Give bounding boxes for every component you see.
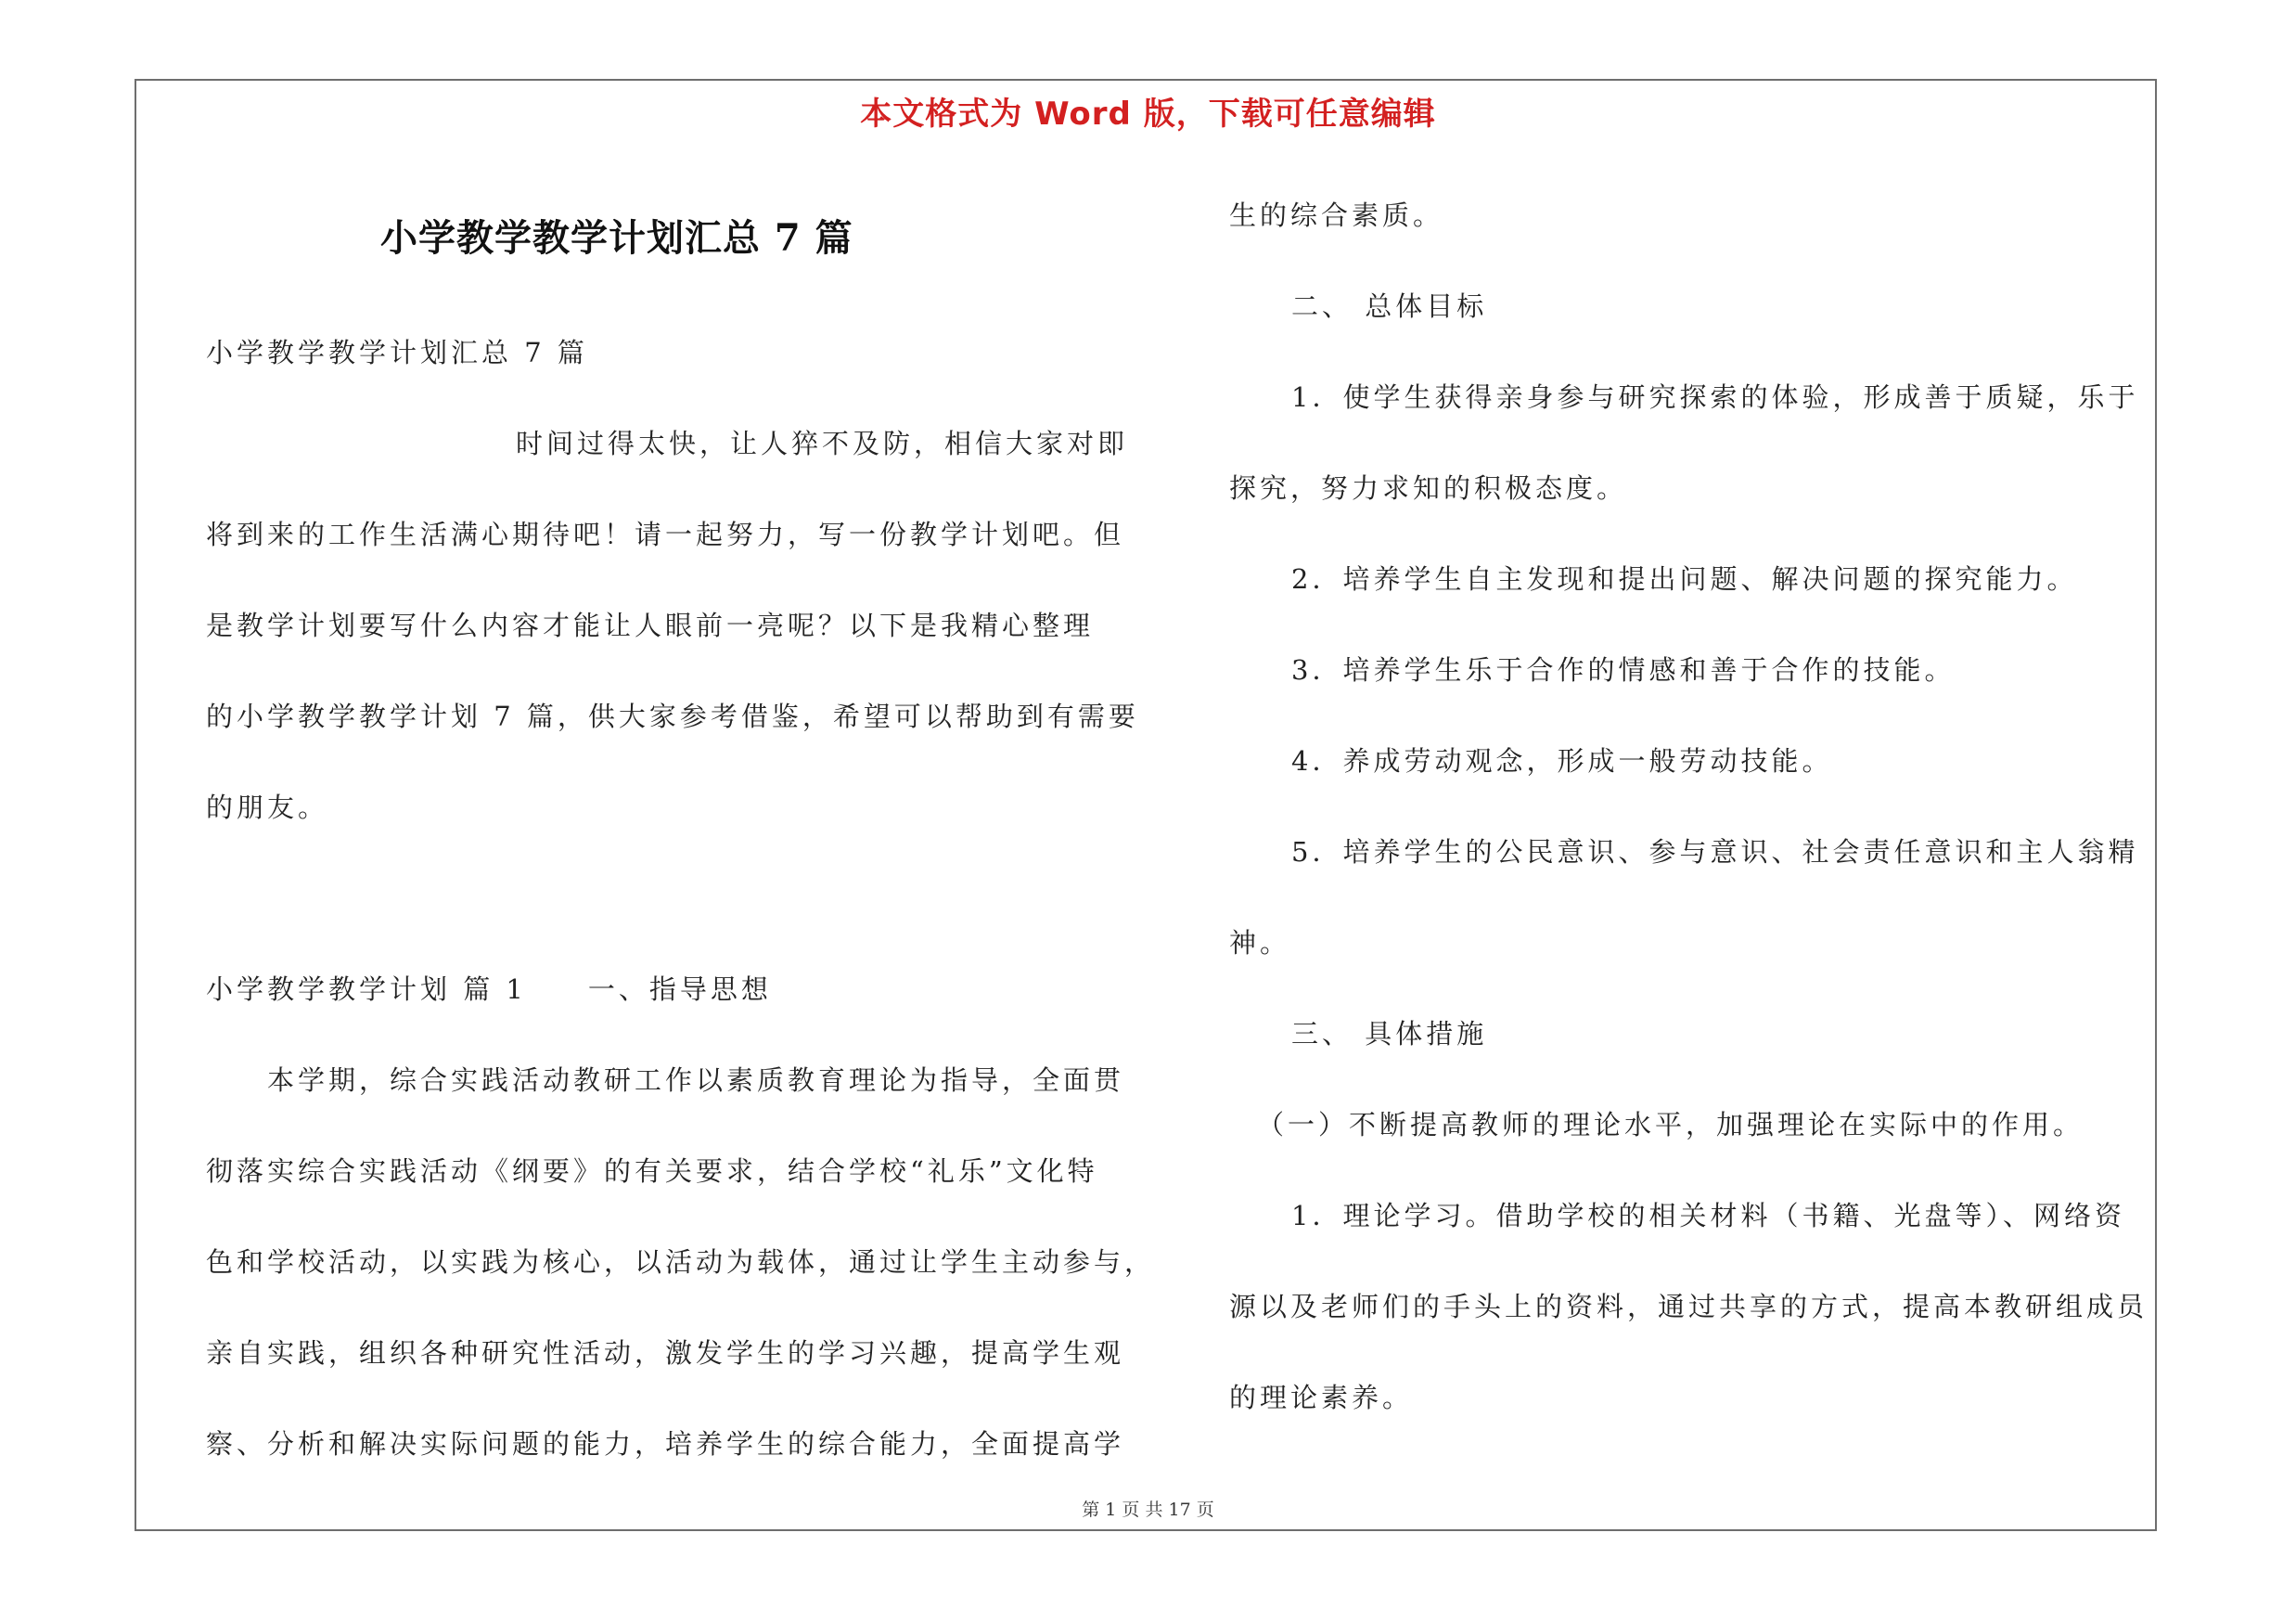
right-line: 的理论素养。 [1229, 1382, 1414, 1413]
left-line: 彻落实综合实践活动《纲要》的有关要求，结合学校“礼乐”文化特 [206, 1155, 1098, 1187]
right-line: 神。 [1229, 927, 1291, 959]
left-line: 时间过得太快，让人猝不及防，相信大家对即 [516, 428, 1129, 459]
page-footer: 第 1 页 共 17 页 [1082, 1500, 1214, 1520]
right-heading: 三、 具体措施 [1291, 1018, 1488, 1050]
right-line: 4．养成劳动观念，形成一般劳动技能。 [1291, 745, 1833, 777]
right-line: 5．培养学生的公民意识、参与意识、社会责任意识和主人翁精 [1291, 836, 2139, 868]
left-line: 的小学教学教学计划 7 篇，供大家参考借鉴，希望可以帮助到有需要 [206, 701, 1139, 732]
document-title: 小学教学教学计划汇总 7 篇 [380, 216, 853, 260]
left-line: 本学期，综合实践活动教研工作以素质教育理论为指导，全面贯 [267, 1064, 1125, 1096]
left-line: 是教学计划要写什么内容才能让人眼前一亮呢？以下是我精心整理 [206, 610, 1095, 641]
right-line: 探究，努力求知的积极态度。 [1229, 472, 1628, 504]
right-line: 生的综合素质。 [1229, 200, 1444, 231]
right-line: 1．理论学习。借助学校的相关材料（书籍、光盘等）、网络资 [1291, 1200, 2125, 1231]
right-line: 3．培养学生乐于合作的情感和善于合作的技能。 [1291, 654, 1956, 686]
left-line: 色和学校活动，以实践为核心，以活动为载体，通过让学生主动参与， [206, 1246, 1156, 1278]
format-banner: 本文格式为 Word 版，下载可任意编辑 [860, 96, 1436, 133]
left-line: 亲自实践，组织各种研究性活动，激发学生的学习兴趣，提高学生观 [206, 1337, 1125, 1369]
right-line: 1．使学生获得亲身参与研究探索的体验，形成善于质疑，乐于 [1291, 381, 2139, 413]
right-line: 源以及老师们的手头上的资料，通过共享的方式，提高本教研组成员 [1229, 1291, 2148, 1322]
right-line: 2．培养学生自主发现和提出问题、解决问题的探究能力。 [1291, 563, 2078, 595]
left-line: 的朋友。 [206, 792, 329, 823]
section-heading: 小学教学教学计划 篇 1 一、指导思想 [206, 973, 772, 1005]
left-line: 小学教学教学计划汇总 7 篇 [206, 337, 588, 368]
right-heading: 二、 总体目标 [1291, 290, 1488, 322]
left-line: 将到来的工作生活满心期待吧！请一起努力，写一份教学计划吧。但 [206, 519, 1125, 550]
left-line: 察、分析和解决实际问题的能力，培养学生的综合能力，全面提高学 [206, 1428, 1125, 1460]
right-line: （一）不断提高教师的理论水平，加强理论在实际中的作用。 [1257, 1109, 2084, 1140]
